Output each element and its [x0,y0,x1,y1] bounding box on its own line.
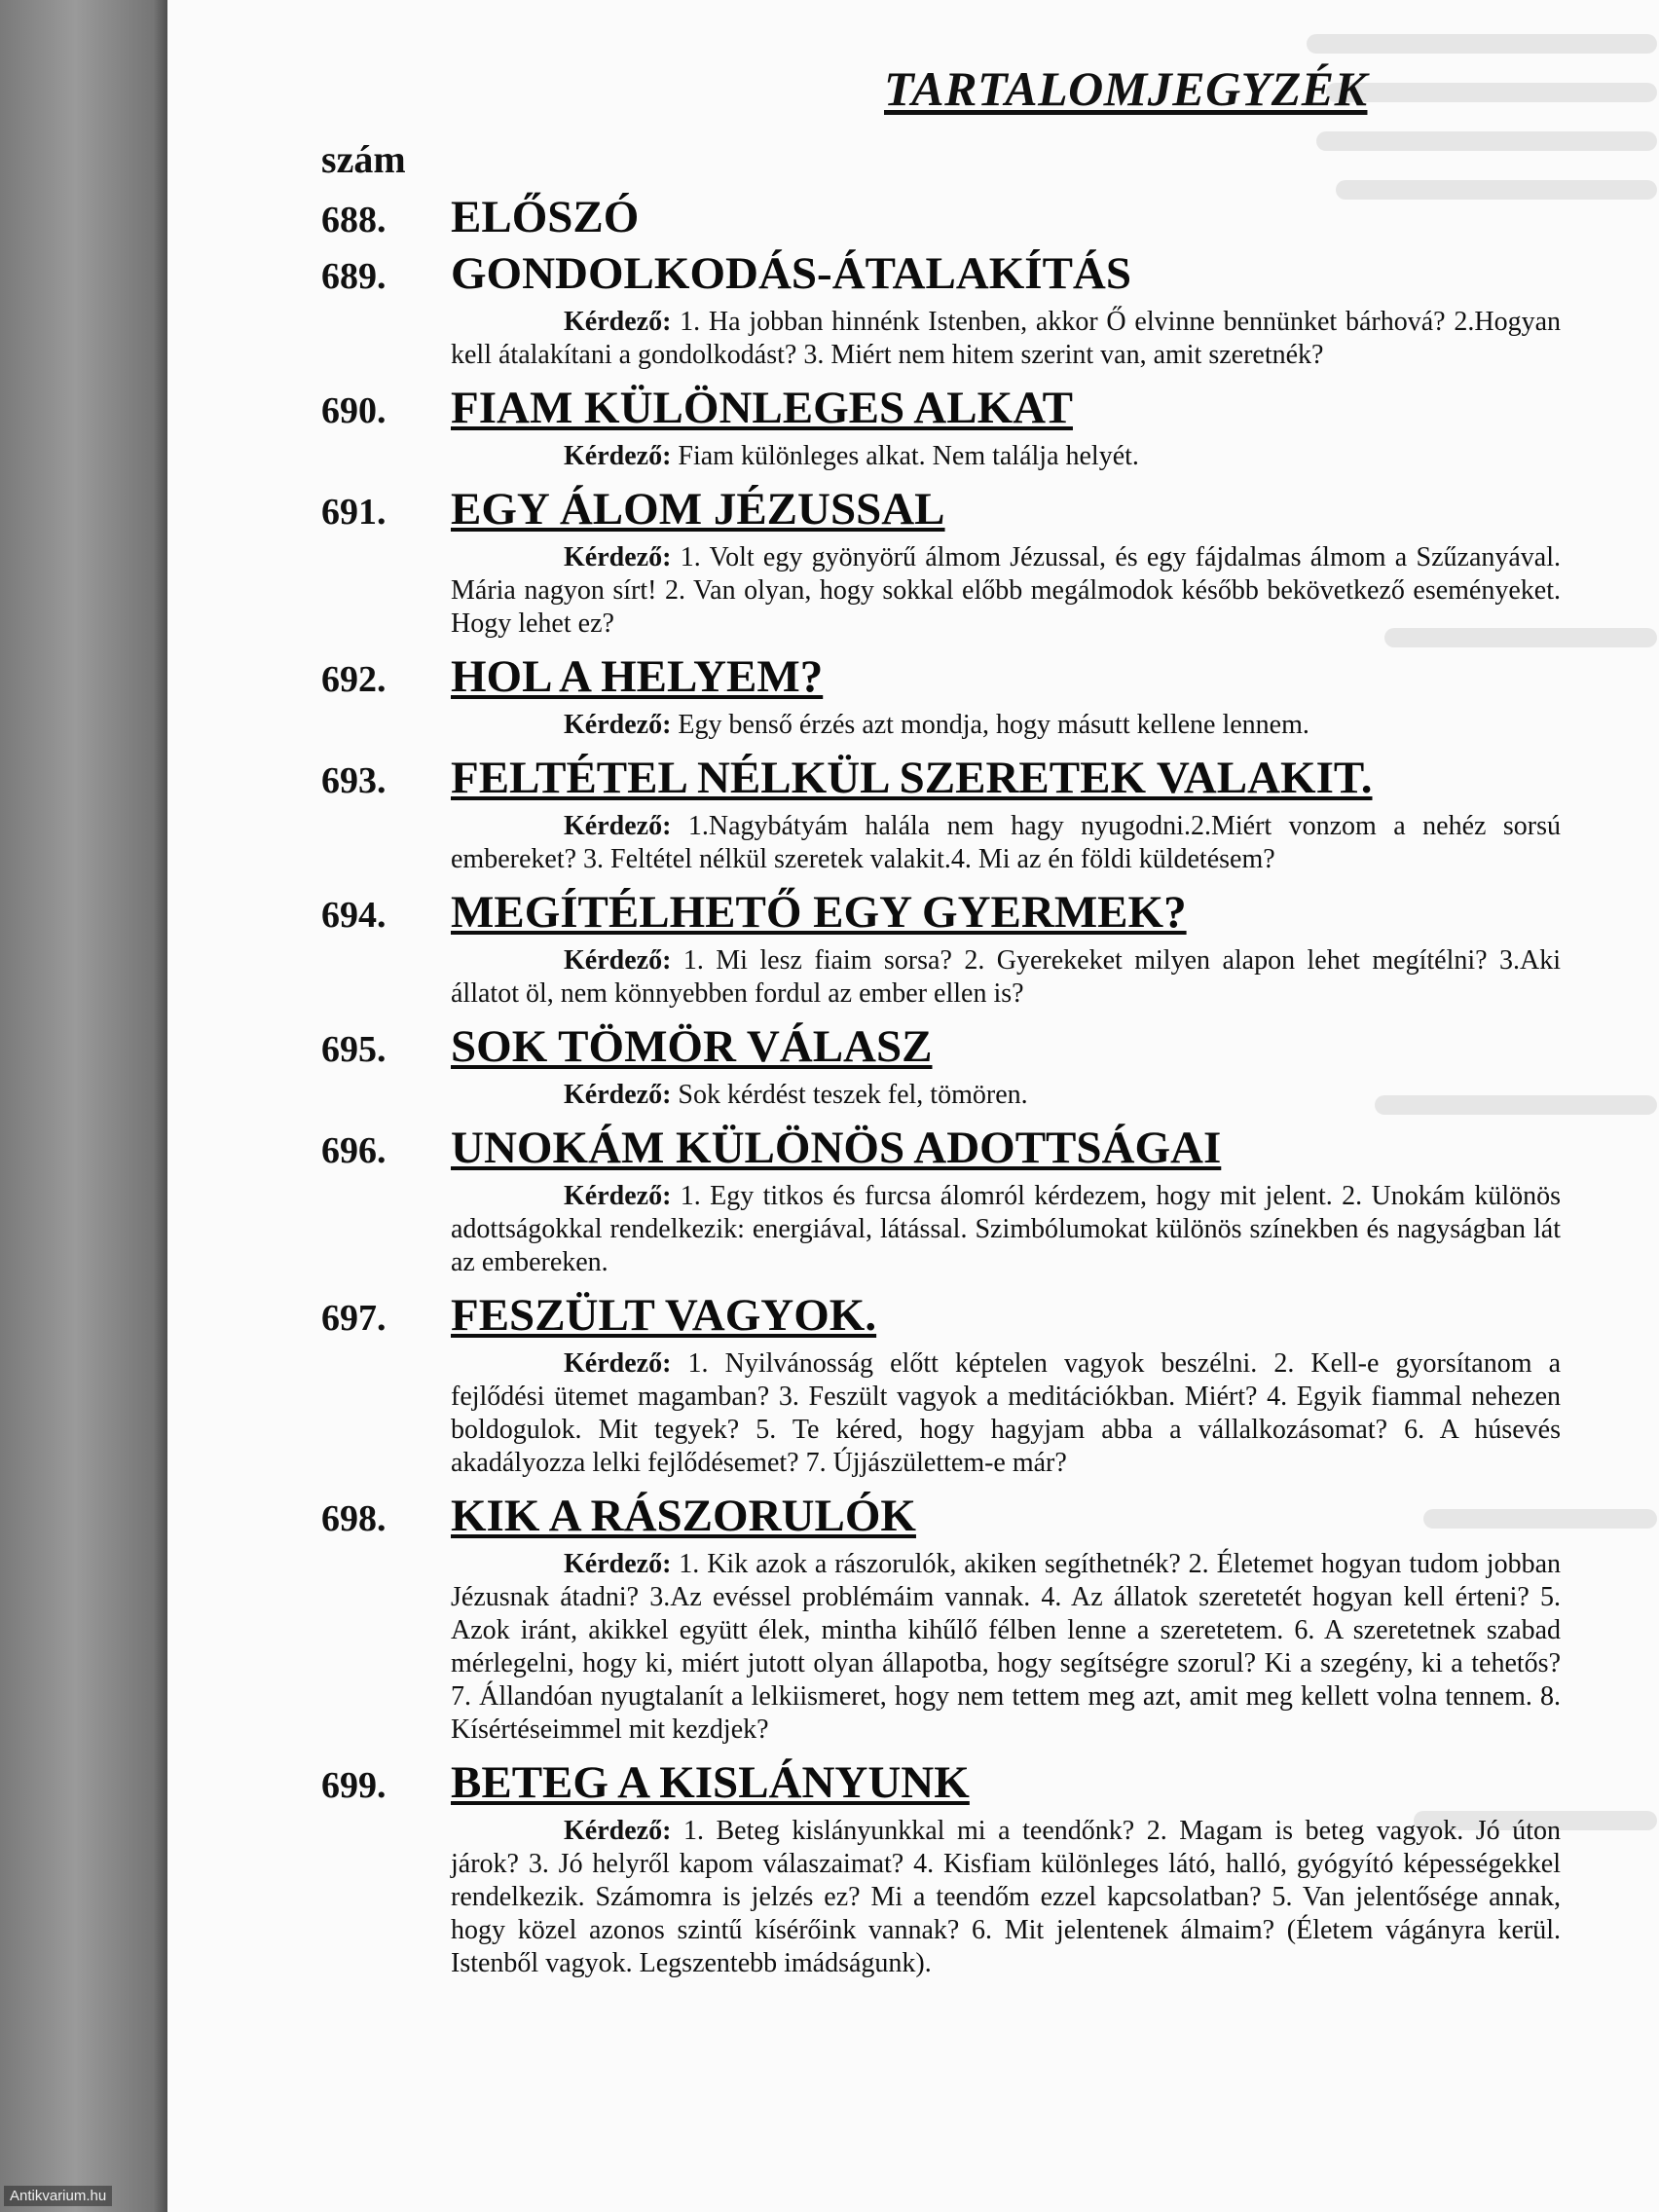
number-column-header: szám [321,137,406,181]
question-text: 1. Mi lesz fiaim sorsa? 2. Gyerekeket milyen alapon lehet megítélni? 3.Aki állatot öl, nem könnyebben fordul az ember ellen is? [451,945,1561,1009]
entry-number: 693. [321,760,387,801]
entry-questions [451,1180,1561,1279]
toc-entry-688 [321,189,1659,245]
question-text: 1. Volt egy gyönyörű álmom Jézussal, és egy fájdalmas álmom a Szűzanyával. Mária nagyon sírt! 2. Van olyan, hogy sokkal előbb megálmodok később bekövetkező eseményeket. Hogy lehet ez? [451,542,1562,639]
questioner-label: Kérdező: [564,945,672,976]
toc-entry-690 [321,380,1659,473]
entry-title: MEGÍTÉLHETŐ EGY GYERMEK? [451,887,1187,938]
entry-title: UNOKÁM KÜLÖNÖS ADOTTSÁGAI [451,1123,1222,1173]
questioner-label: Kérdező: [564,1181,672,1211]
questioner-label: Kérdező: [564,1080,672,1110]
question-text: 1. Egy titkos és furcsa álomról kérdezem, hogy mit jelent. 2. Unokám különös adottságokkal rendelkezik: energiával, látással. Szimbólumokat különös színekben és nagyságban lát az embereken. [451,1181,1561,1277]
question-text: 1. Ha jobban hinnénk Istenben, akkor Ő elvinne bennünket bárhová? 2.Hogyan kell átalakítani a gondolkodást? 3. Miért nem hitem szerint van, amit szeretnék? [451,307,1561,370]
entry-title: EGY ÁLOM JÉZUSSAL [451,484,945,535]
entry-title: SOK TÖMÖR VÁLASZ [451,1021,933,1072]
questioner-label: Kérdező: [564,307,672,337]
entry-number: 696. [321,1130,387,1171]
entry-number: 695. [321,1029,387,1070]
questioner-label: Kérdező: [564,542,672,572]
entry-questions [451,1548,1561,1747]
toc-entry-692 [321,648,1659,742]
toc-entry-696 [321,1120,1659,1279]
entry-questions [451,1347,1561,1480]
entry-title: KIK A RÁSZORULÓK [451,1491,916,1541]
entry-questions [451,709,1561,742]
page-title: TARTALOMJEGYZÉK [884,61,1368,116]
toc-entry-691 [321,481,1659,641]
entry-number: 697. [321,1298,387,1339]
entry-number: 694. [321,895,387,936]
entry-number: 690. [321,390,387,431]
entry-title: HOL A HELYEM? [451,651,824,702]
watermark-label: Antikvarium.hu [4,2186,112,2206]
toc-entry-689 [321,245,1659,372]
question-text: 1. Beteg kislányunkkal mi a teendőnk? 2. Magam is beteg vagyok. Jó úton járok? 3. Jó helyről kapom válaszaimat? 4. Kisfiam különleges látó, halló, gyógyító képességekkel rendelkezik. Számomra is jelzés ez? Mi a teendőm ezzel kapcsolatban? 5. Van jelentősége annak, hogy közel azonos szintű kísérőink vannak? 6. Mit jelentenek álmaim? (Életem vágányra kerül. Istenből vagyok. Legszentebb imádságunk). [451,1816,1561,1978]
toc-entry-699 [321,1754,1659,1980]
entry-title: FIAM KÜLÖNLEGES ALKAT [451,383,1073,433]
entry-title: FELTÉTEL NÉLKÜL SZERETEK VALAKIT. [451,753,1373,803]
entry-number: 691. [321,492,387,533]
entry-number: 688. [321,200,387,240]
entry-number: 692. [321,659,387,700]
toc-entry-698 [321,1488,1659,1747]
entry-questions [451,306,1561,372]
table-of-contents [321,58,1659,1988]
questioner-label: Kérdező: [564,1348,672,1379]
question-text: Egy benső érzés azt mondja, hogy másutt kellene lennem. [678,710,1309,740]
entry-title: GONDOLKODÁS-ÁTALAKÍTÁS [451,248,1132,299]
entry-title: FESZÜLT VAGYOK. [451,1290,877,1341]
questioner-label: Kérdező: [564,811,672,841]
entry-number: 698. [321,1498,387,1539]
entry-questions [451,541,1561,641]
book-page [167,0,1659,2212]
entry-number: 699. [321,1765,387,1806]
question-text: 1.Nagybátyám halála nem hagy nyugodni.2.Miért vonzom a nehéz sorsú embereket? 3. Feltétel nélkül szeretek valakit.4. Mi az én földi küldetésem? [451,811,1562,874]
questioner-label: Kérdező: [564,1549,672,1579]
entry-number: 689. [321,256,387,297]
toc-entry-697 [321,1287,1659,1480]
question-text: 1. Nyilvánosság előtt képtelen vagyok beszélni. 2. Kell-e gyorsítanom a fejlődési ütemet magamban? 3. Feszült vagyok a meditációkban. Miért? 4. Egyik fiammal nehezen boldogulok. Mit tegyek? 5. Te kéred, hogy hagyjam abba a vállalkozásomat? 6. A húsevés akadályozza lelki fejlődésemet? 7. Újjászülettem-e már? [451,1348,1562,1478]
toc-entry-695 [321,1018,1659,1112]
entry-title: ELŐSZÓ [451,192,640,242]
question-text: 1. Kik azok a rászorulók, akiken segíthetnék? 2. Életemet hogyan tudom jobban Jézusnak átadni? 3.Az evéssel problémáim vannak. 4. Az állatok szeretetét hogyan kell érteni? 5. Azok iránt, akikkel együtt élek, mintha kihűlő félben lenne a szeretetem. 6. A szeretetnek szabad mérlegelni, hogy ki, miért jutott olyan állapotba, hogy segítségre szorul? Ki a szegény, ki a tehetős? 7. Állandóan nyugtalanít a lelkiismeret, hogy nem tettem meg azt, amit meg kellett volna tennem. 8. Kísértéseimmel mit kezdjek? [451,1549,1561,1745]
questioner-label: Kérdező: [564,441,672,471]
entry-questions [451,1079,1561,1112]
book-spine [0,0,167,2212]
entry-title: BETEG A KISLÁNYUNK [451,1757,970,1808]
questioner-label: Kérdező: [564,710,672,740]
entry-questions [451,1815,1561,1980]
question-text: Sok kérdést teszek fel, tömören. [678,1080,1028,1110]
toc-entry-693 [321,750,1659,876]
question-text: Fiam különleges alkat. Nem találja helyét. [678,441,1139,471]
toc-entry-694 [321,884,1659,1011]
entry-questions [451,440,1561,473]
entry-questions [451,944,1561,1011]
entry-questions [451,810,1561,876]
questioner-label: Kérdező: [564,1816,672,1846]
